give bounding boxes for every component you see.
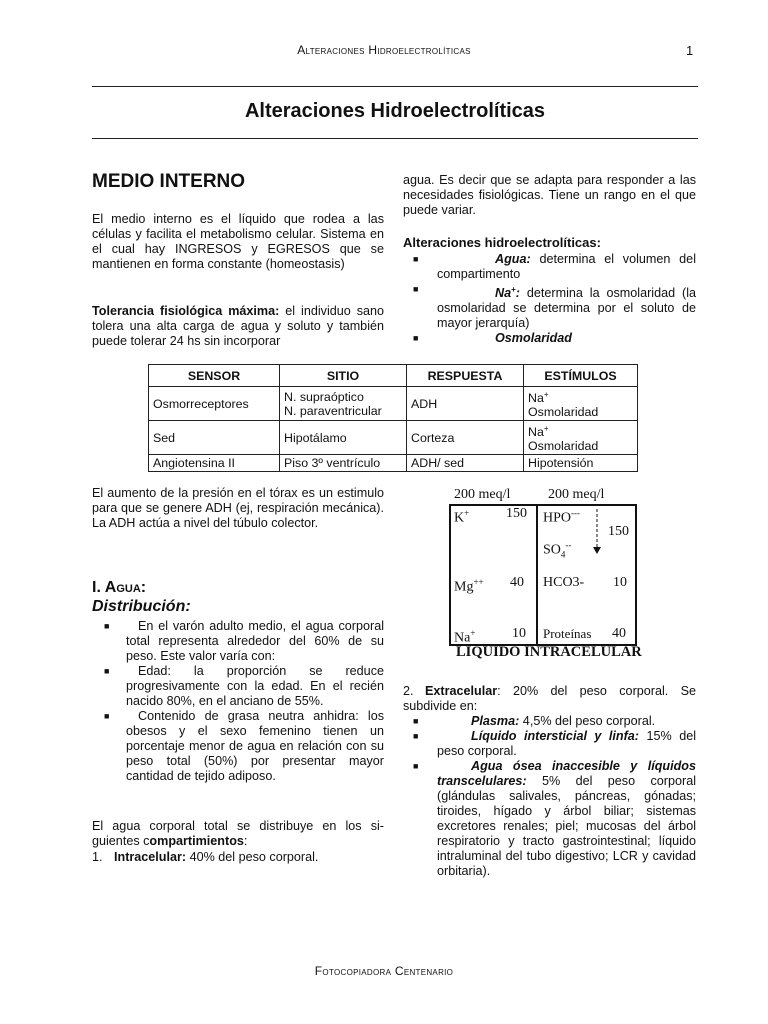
cell: ADH/ sed (407, 455, 524, 472)
heading-alteraciones: Alteraciones hidroelectrolíticas: (403, 235, 601, 250)
cell: Osmorreceptores (149, 387, 280, 421)
agua-text: determina el volumen del compartimento (437, 252, 696, 281)
page-number: 1 (686, 43, 694, 58)
ion-so4: $SO_4^{--}$ (543, 540, 572, 560)
intracelular-label: Intracelular: (114, 850, 187, 864)
col-header: SITIO (280, 365, 407, 387)
footer: Fotocopiadora Centenario (314, 964, 454, 978)
plasma-text: 4,5% del peso corporal. (519, 714, 656, 728)
extracelular-label: Extracelular (425, 684, 498, 698)
ion-mg: Mg++ (454, 577, 484, 595)
col1-header: 200 meq/l (454, 487, 511, 502)
na-colon: : (515, 286, 520, 301)
distribucion-list (104, 619, 384, 784)
section-rest: gua (116, 579, 141, 596)
paragraph-compartimientos (92, 819, 384, 849)
cell-sup: + (543, 424, 549, 434)
paragraph-aumento: El aumento de la presión en el tórax es un estimulo para que se genere ADH (ej, respiración mecánica). La ADH actúa a nivel del túbulo colector. (92, 486, 384, 530)
tolerancia-label: Tolerancia fisiológica máxima: (92, 304, 280, 318)
ion-k-value: 150 (506, 506, 527, 521)
cell-line: Na (528, 425, 544, 440)
ion-proteinas: Proteínas (543, 626, 592, 641)
intracellular-figure (440, 487, 670, 667)
list-text: Edad: la proporción se reduce progresivamente con la edad. En el recién nacido 80%, en el anciano de 55%. (126, 664, 384, 708)
text-part: : (243, 834, 248, 848)
heading-medio-interno: MEDIO INTERNO (92, 171, 246, 192)
cell (280, 387, 407, 421)
ion-hpo: HPO--- (543, 508, 581, 526)
list-item: ■ Osmolaridad (413, 331, 572, 346)
table-row (149, 455, 638, 472)
ion-na: Na+ (454, 628, 476, 646)
ion-hco3-value: 10 (613, 575, 627, 590)
transcelulares-label: Agua ósea inaccesible y líquidos transcelulares: (437, 759, 696, 788)
cell-line: N. paraventricular (284, 403, 382, 418)
arrow-down-icon (590, 507, 604, 555)
list-item: ■ Edad: la proporción se reduce progresivamente con la edad. En el recién nacido 80%, en el anciano de 55%. (104, 664, 384, 708)
cell-line: Osmolaridad (528, 405, 599, 420)
ion-hco3: HCO3- (543, 575, 585, 590)
transcelulares-text: 5% del peso corporal (glándulas salivales, páncreas, gónadas; tiroides, hígado y árbol biliar; sistemas excretores renales; piel; mucosas del árbol respiratorio y tracto gastrointestinal; líquido intraluminal del tubo digestivo; LCR y cavidad orbitaria). (437, 774, 696, 878)
text-part: El agua corporal total se distribuye en los si-guientes c (92, 819, 384, 848)
cell: Hipotensión (524, 455, 638, 472)
cell-line: Na (528, 391, 544, 406)
col-header: ESTÍMULOS (524, 365, 638, 387)
running-header: Alteraciones Hidroelectrolíticas (297, 43, 471, 57)
section-initial: A (104, 579, 117, 596)
ion-na-value: 10 (512, 626, 526, 641)
paragraph-tolerancia (92, 304, 384, 349)
cell: Angiotensina II (149, 455, 280, 472)
title-rule (92, 138, 698, 139)
agua-label: Agua: (495, 252, 531, 266)
na-sup: + (511, 285, 516, 294)
list-text: En el varón adulto medio, el agua corporal total representa alrededor del 60% de su peso. Este valor varía con: (126, 619, 384, 663)
list-item: ■ Agua: determina el volumen del compartimento (413, 252, 696, 281)
list-item: ■ Na+: determina la osmolaridad (la osmolaridad se determina por el soluto de mayor jerarquía) (413, 284, 696, 331)
cell-line: N. supraóptico (284, 389, 364, 404)
cell-line: Osmolaridad (528, 439, 599, 454)
ion-box-divider (536, 504, 538, 644)
section-agua-heading (92, 580, 146, 595)
extracelular-list (413, 714, 697, 879)
table-row (149, 387, 638, 421)
table-header-row (149, 365, 638, 387)
intersticial-text: 15% del peso corporal. (437, 729, 697, 758)
alteraciones-list (413, 252, 696, 346)
item-extracelular (403, 684, 696, 714)
intracelular-text: 40% del peso corporal. (186, 850, 319, 864)
osmolaridad-label: Osmolaridad (495, 331, 572, 346)
ion-k: K+ (454, 508, 470, 526)
cell: Sed (149, 421, 280, 455)
cell (524, 421, 638, 455)
sensor-table (148, 364, 638, 472)
list-text: Contenido de grasa neutra anhidra: los obesos y el sexo femenino tienen un porcentaje menor de agua en relación con su peso total (50%) por presentar mayor cantidad de tejido adiposo. (126, 709, 384, 783)
cell (524, 387, 638, 421)
col2-header: 200 meq/l (548, 487, 605, 502)
paragraph-continuation: agua. Es decir que se adapta para responder a las necesidades fisiológicas. Tiene un rango en el que puede variar. (403, 173, 696, 217)
paragraph-medio-interno: El medio interno es el líquido que rodea a las células y facilita el metabolismo celular. Sistema en el cual hay INGRESOS y EGRESOS que se mantienen en forma constante (homeostasis) (92, 212, 384, 271)
plasma-label: Plasma: (471, 714, 520, 728)
cell: Corteza (407, 421, 524, 455)
cell: Hipotálamo (280, 421, 407, 455)
list-item: ■ En el varón adulto medio, el agua corporal total representa alrededor del 60% de su peso. Este valor varía con: (104, 619, 384, 663)
text-bold: ompartimientos (149, 834, 244, 848)
section-colon: : (140, 579, 147, 596)
extracelular-text: : 20% del peso corporal. Se subdivide en: (403, 684, 696, 713)
cell: Piso 3º ventrículo (280, 455, 407, 472)
table-row (149, 421, 638, 455)
col-header: RESPUESTA (407, 365, 524, 387)
tolerancia-text: el individuo sano tolera una alta carga de agua y soluto y también puede tolerar 24 hs sin incorporar (92, 304, 385, 348)
distribucion-heading: Distribución: (92, 598, 191, 615)
item-number: 1. (92, 850, 103, 864)
cell-sup: + (543, 390, 549, 399)
section-number: I. (92, 579, 105, 596)
item-intracelular (92, 850, 384, 865)
na-text: determina la osmolaridad (la osmolaridad se determina por el soluto de mayor jerarquía) (437, 286, 696, 331)
item-number: 2. (403, 684, 414, 698)
ion-proteinas-value: 40 (612, 626, 626, 641)
list-item: ■ Líquido intersticial y linfa: 15% del peso corporal. (413, 729, 697, 758)
cell: ADH (407, 387, 524, 421)
list-item: ■ Agua ósea inaccesible y líquidos transcelulares: 5% del peso corporal (glándulas salivales, páncreas, gónadas; tiroides, hígado y árbol biliar; sistemas excretores renales; piel; mucosas del árbol respiratorio y tracto gastrointestinal; líquido intraluminal del tubo digestivo; LCR y cavidad orbitaria). (413, 759, 696, 878)
ion-mg-value: 40 (510, 575, 524, 590)
list-item: ■ Contenido de grasa neutra anhidra: los obesos y el sexo femenino tienen un porcentaje menor de agua en relación con su peso total (50%) por presentar mayor cantidad de tejido adiposo. (104, 709, 384, 783)
col-header: SENSOR (149, 365, 280, 387)
na-label: Na (495, 286, 512, 301)
figure-caption: LIQUIDO INTRACELULAR (456, 644, 642, 660)
page-title: Alteraciones Hidroelectrolíticas (244, 100, 546, 122)
arrow-value: 150 (608, 524, 629, 539)
top-rule (92, 86, 698, 87)
list-item: ■ Plasma: 4,5% del peso corporal. (413, 714, 656, 728)
intersticial-label: Líquido intersticial y linfa: (471, 729, 640, 743)
